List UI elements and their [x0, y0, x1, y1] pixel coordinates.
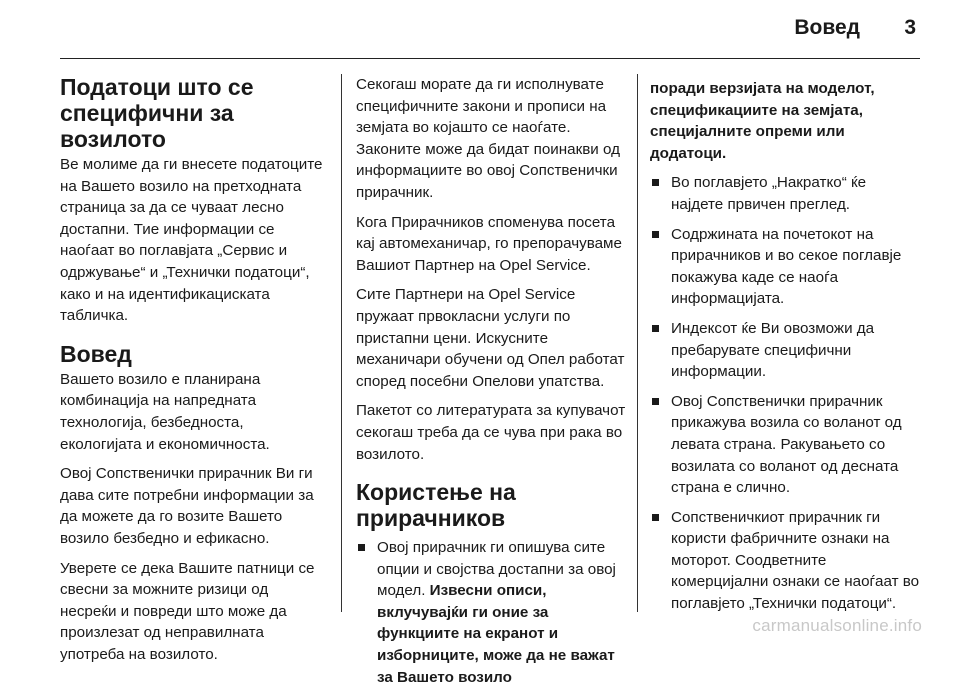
- list-item: [650, 391, 920, 499]
- list-item: [356, 537, 626, 688]
- section-heading-vehicle-data: Податоци што се специфични за возилото: [60, 74, 254, 152]
- page-header: [60, 0, 918, 56]
- bullet-list: [356, 537, 626, 688]
- bullet-square-icon: [358, 544, 365, 551]
- column-2: [356, 74, 626, 696]
- list-item: [650, 318, 920, 383]
- paragraph: Овој Сопственички прирачник Ви ги дава сите потребни информации за да можете да го возите Вашето возило безбедно и ефикасно.: [60, 465, 314, 547]
- paragraph: Сите Партнери на Opel Service пружаат првокласни услуги по пристапни цени. Искусните механичари обучени од Опел работат според посебни Опелови упатства.: [356, 286, 625, 390]
- header-rule: [60, 58, 920, 59]
- paragraph: Пакетот со литературата за купувачот секогаш треба да се чува при рака во возилото.: [356, 402, 626, 463]
- bullet-continuation-bold: поради верзијата на моделот, спецификациите на земјата, специјалните опреми или додатоци.: [650, 80, 875, 162]
- column-divider-1: [341, 74, 342, 612]
- list-item: [650, 172, 920, 215]
- paragraph: Кога Прирачников споменува посета кај автомеханичар, го препорачуваме Вашиот Партнер на Opel Service.: [356, 213, 622, 274]
- bullet-text: Овој прирачник ги опишува сите опции и својства достапни за овој модел.: [377, 539, 616, 600]
- bullet-list: [650, 172, 920, 614]
- list-item: [650, 224, 920, 310]
- bullet-text: Овој Сопственички прирачник прикажува возила со воланот од левата страна. Ракувањето со возилата со воланот од десната страна е слично.: [671, 392, 902, 497]
- paragraph: Секогаш морате да ги исполнувате специфичните закони и прописи на земјата во којашто се наоѓате. Законите може да бидат поинакви од информациите во овој Сопственички прирачник.: [356, 76, 620, 201]
- page-title: Вовед: [794, 16, 860, 39]
- bullet-text: Сопственичкиот прирачник ги користи фабричните ознаки на моторот. Соодветните комерцијални ознаки се наоѓаат во поглавјето „Технички податоци“.: [671, 508, 920, 613]
- section-heading-introduction: Вовед: [60, 340, 132, 367]
- bullet-square-icon: [652, 179, 659, 186]
- page-number: 3: [904, 16, 916, 39]
- bullet-square-icon: [652, 325, 659, 332]
- list-item: [650, 507, 920, 615]
- bullet-square-icon: [652, 231, 659, 238]
- bullet-text: Индексот ќе Ви овозможи да пребарувате специфични информации.: [671, 319, 875, 381]
- watermark: carmanualsonline.info: [752, 616, 922, 635]
- section-heading-using-manual: Користење на прирачников: [356, 479, 516, 532]
- bullet-square-icon: [652, 398, 659, 405]
- column-1: [60, 74, 328, 673]
- bullet-square-icon: [652, 514, 659, 521]
- column-divider-2: [637, 74, 638, 612]
- bullet-text: Во поглавјето „Накратко“ ќе најдете првичен преглед.: [671, 174, 867, 213]
- bullet-text: Содржината на почетокот на прирачников и во секое поглавје покажува каде се наоѓа информацијата.: [671, 225, 902, 308]
- paragraph: Вашето возило е планирана комбинација на напредната технологија, безбедноста, екологијата и економичноста.: [60, 370, 270, 453]
- paragraph: Ве молиме да ги внесете податоците на Вашето возило на претходната страница за да се чуваат лесно достапни. Тие информации се наоѓаат во поглавјата „Сервис и одржување“ и „Технички податоци“, како и на идентификациската табличка.: [60, 156, 323, 325]
- bullet-text-bold: Извесни описи, вклучувајќи ги оние за функциите на екранот и изборниците, може да не важат за Вашето возило: [377, 582, 615, 686]
- column-3: [650, 78, 920, 623]
- paragraph: Уверете се дека Вашите патници се свесни за можните ризици од несреќи и повреди што може да произлезат од неправилната употреба на возилото.: [60, 559, 315, 663]
